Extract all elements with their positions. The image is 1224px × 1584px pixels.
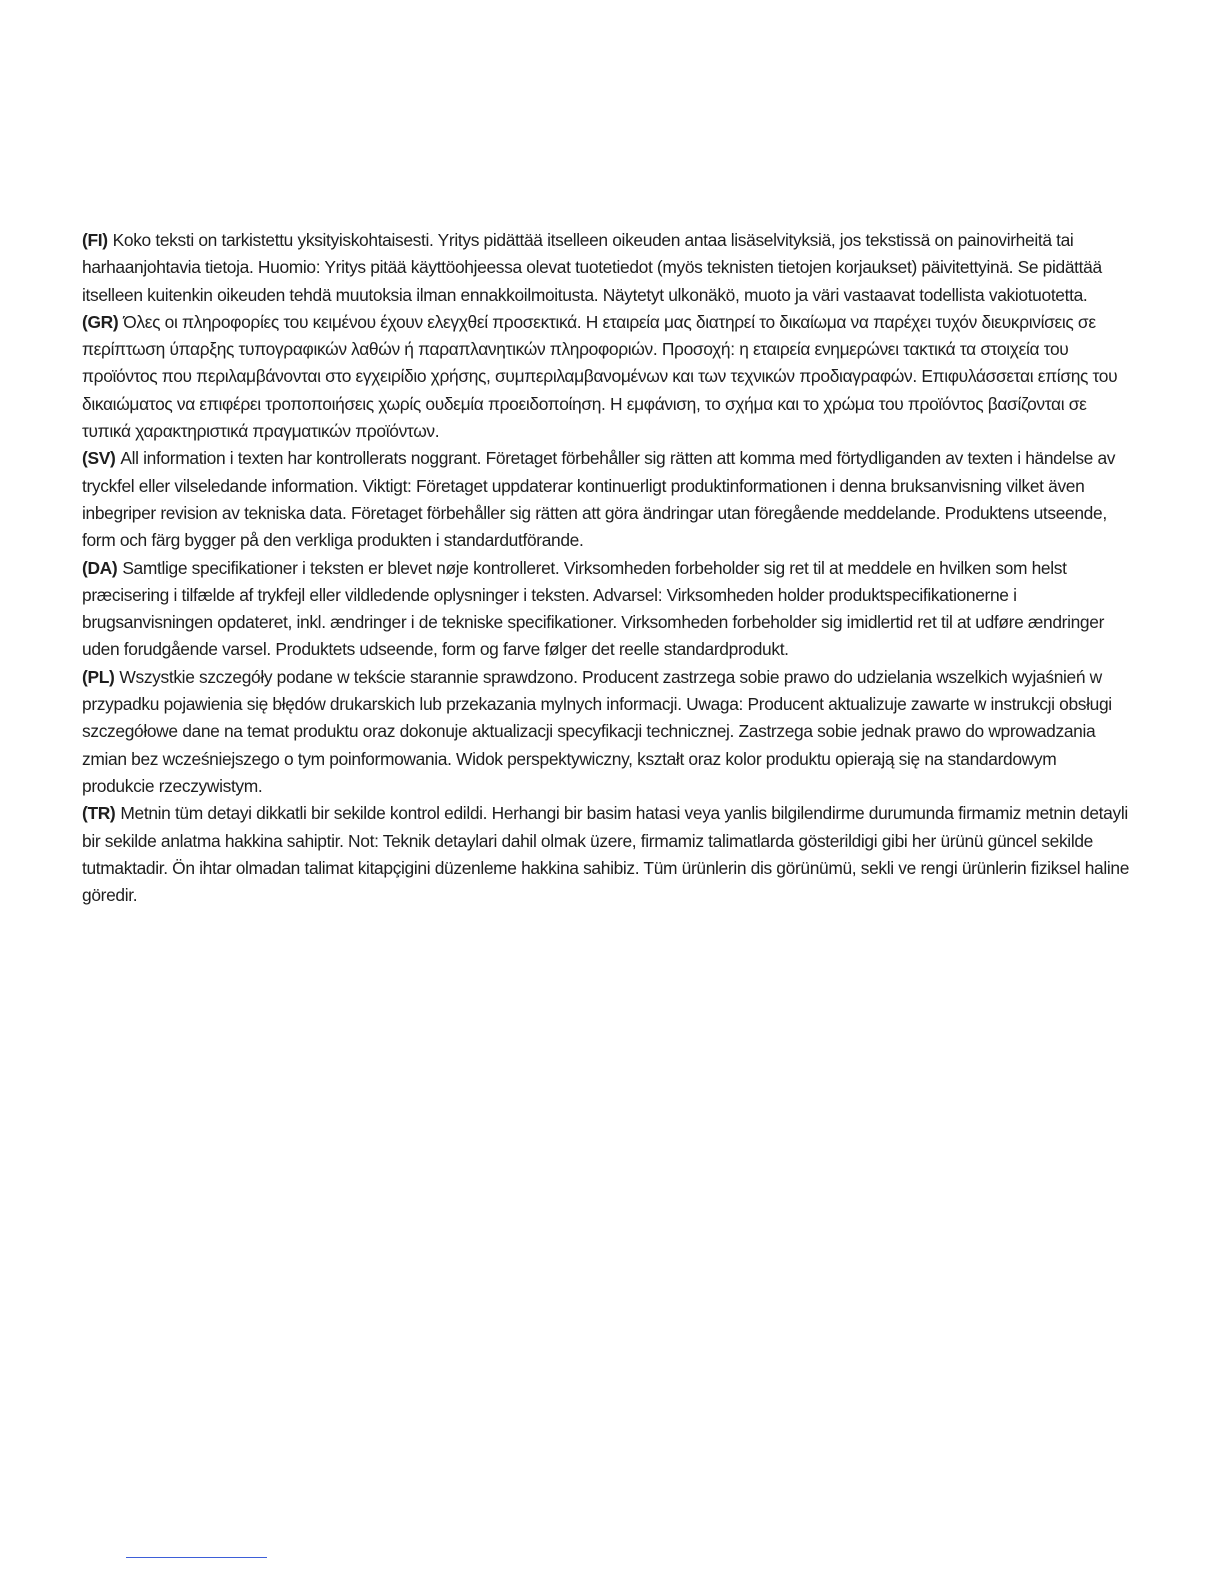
language-code-pl: (PL) [82, 666, 115, 687]
notice-da [82, 555, 1132, 664]
notice-pl [82, 664, 1132, 800]
disclaimer-block [82, 227, 1132, 909]
notice-text-tr: Metnin tüm detayi dikkatli bir sekilde kontrol edildi. Herhangi bir basim hatasi veya yanlis bilgilendirme durumunda firmamiz metnin detayli bir sekilde anlatma hakkina sahiptir. Not: Teknik detaylari dahil olmak üzere, firmamiz talimatlarda gösterildigi gibi her ürünü güncel sekilde tutmaktadir. Ön ihtar olmadan talimat kitapçigini düzenleme hakkina sahibiz. Tüm ürünlerin dis görünümü, sekli ve rengi ürünlerin fiziksel haline göredir. [82, 803, 1130, 906]
language-code-fi: (FI) [82, 230, 108, 250]
notice-text-gr: Όλες οι πληροφορίες του κειμένου έχουν ελεγχθεί προσεκτικά. Η εταιρεία μας διατηρεί το δικαίωμα να παρέχει τυχόν διευκρινίσεις σε περίπτωση ύπαρξης τυπογραφικών λαθών ή παραπλανητικών πληροφοριών. Προσοχή: η εταιρεία ενημερώνει τακτικά τα στοιχεία του προϊόντος που περιλαμβάνονται στο εγχειρίδιο χρήσης, συμπεριλαμβανομένων και των τεχνικών προδιαγραφών. Επιφυλάσσεται επίσης του δικαιώματος να επιφέρει τροποποιήσεις χωρίς ουδεμία προειδοποίηση. Η εμφάνιση, το σχήμα και το χρώμα του προϊόντος βασίζονται σε τυπικά χαρακτηριστικά πραγματικών προϊόντων. [82, 311, 1118, 442]
notice-text-fi: Koko teksti on tarkistettu yksityiskohtaisesti. Yritys pidättää itselleen oikeuden antaa lisäselvityksiä, jos tekstissä on painovirheitä tai harhaanjohtavia tietoja. Huomio: Yritys pitää käyttöohjeessa olevat tuotetiedot (myös teknisten tietojen korjaukset) päivitettyinä. Se pidättää itselleen kuitenkin oikeuden tehdä muutoksia ilman ennakkoilmoitusta. Näytetyt ulkonäkö, muoto ja väri vastaavat todellista vakiotuotetta. [82, 230, 1102, 305]
notice-fi [82, 227, 1132, 309]
language-code-sv: (SV) [82, 448, 116, 469]
language-code-tr: (TR) [82, 803, 116, 824]
notice-text-da: Samtlige specifikationer i teksten er blevet nøje kontrolleret. Virksomheden forbeholder sig ret til at meddele en hvilken som helst præcisering i tilfælde af trykfejl eller vildledende oplysninger i teksten. Advarsel: Virksomheden holder produktspecifikationerne i brugsanvisningen opdateret, inkl. ændringer i de tekniske specifikationer. Virksomheden forbeholder sig imidlertid ret til at udføre ændringer uden forudgående varsel. Produktets udseende, form og farve følger det reelle standardprodukt. [82, 557, 1105, 660]
language-code-gr: (GR) [82, 311, 119, 332]
footer-rule-divider [126, 1557, 267, 1558]
notice-text-sv: All information i texten har kontrollerats noggrant. Företaget förbehåller sig rätten att komma med förtydliganden av texten i händelse av tryckfel eller vilseledande information. Viktigt: Företaget uppdaterar kontinuerligt produktinformationen i denna bruksanvisning vilket även inbegriper revision av tekniska data. Företaget förbehåller sig rätten att göra ändringar utan föregående meddelande. Produktens utseende, form och färg bygger på den verkliga produkten i standardutförande. [82, 448, 1116, 551]
notice-gr [82, 309, 1132, 445]
language-code-da: (DA) [82, 557, 118, 578]
notice-text-pl: Wszystkie szczegóły podane w tekście starannie sprawdzono. Producent zastrzega sobie prawo do udzielania wszelkich wyjaśnień w przypadku pojawienia się błędów drukarskich lub przekazania mylnych informacji. Uwaga: Producent aktualizuje zawarte w instrukcji obsługi szczegółowe dane na temat produktu oraz dokonuje aktualizacji specyfikacji technicznej. Zastrzega sobie jednak prawo do wprowadzania zmian bez wcześniejszego o tym poinformowania. Widok perspektywiczny, kształt oraz kolor produktu opierają się na standardowym produkcie rzeczywistym. [82, 666, 1112, 796]
notice-sv [82, 445, 1132, 554]
notice-tr [82, 800, 1132, 909]
